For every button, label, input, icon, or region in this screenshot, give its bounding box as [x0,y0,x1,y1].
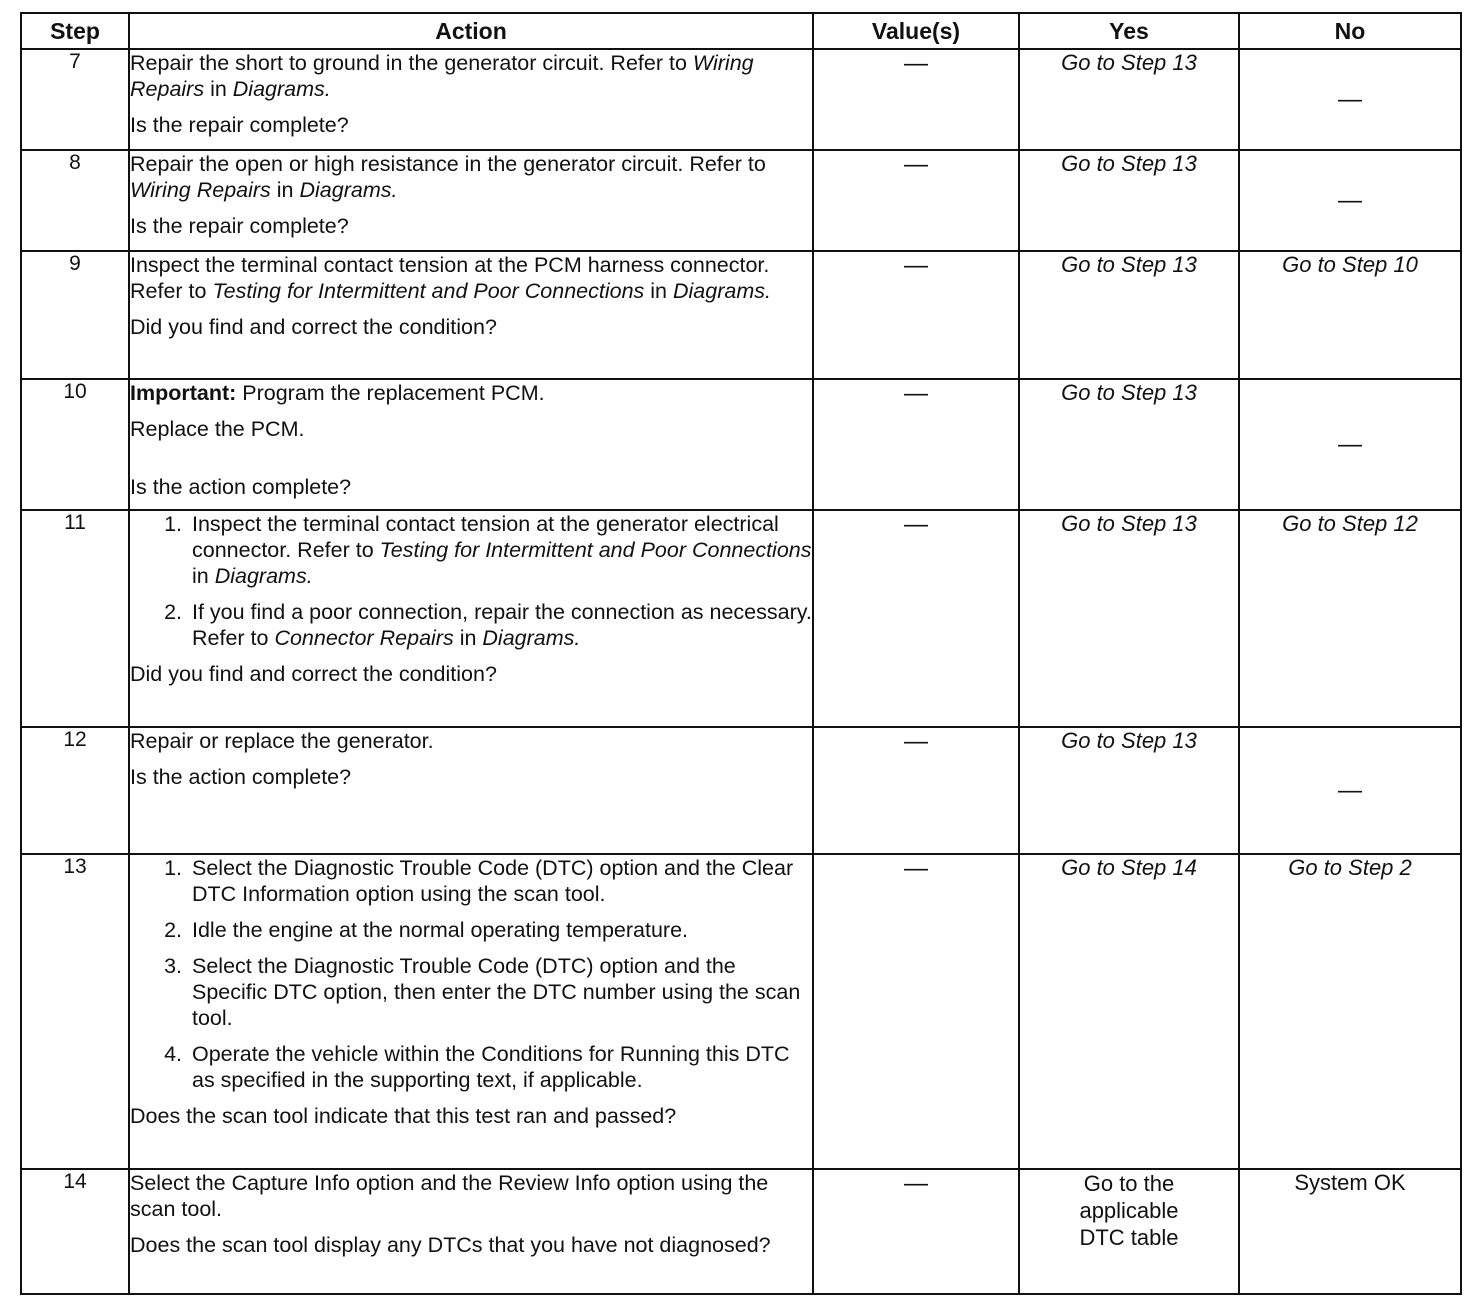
action-question: Is the repair complete? [130,113,349,137]
no-cell: Go to Step 12 [1239,510,1461,727]
header-yes: Yes [1019,13,1239,49]
action-cell [129,510,813,727]
action-text: Repair the short to ground in the generator circuit. Refer to [130,51,693,75]
table-row [21,510,1461,727]
value-cell: — [813,49,1019,150]
yes-cell: Go to Step 13 [1019,251,1239,379]
no-cell: — [1239,49,1461,150]
table-row [21,727,1461,854]
action-question: Is the action complete? [130,765,352,789]
action-question: Is the repair complete? [130,214,349,238]
yes-cell: Go to Step 13 [1019,150,1239,251]
table-row [21,854,1461,1169]
list-item: 4. Operate the vehicle within the Conditions for Running this DTC as specified in the supporting text, if applicable. [188,1041,812,1093]
no-cell: System OK [1239,1169,1461,1294]
ref-diagrams: Diagrams. [299,178,398,202]
action-cell [129,1169,813,1294]
value-cell: — [813,150,1019,251]
yes-cell: Go to Step 13 [1019,49,1239,150]
list-item: 2. If you find a poor connection, repair the connection as necessary. Refer to Connector Repairs in Diagrams. [188,599,812,651]
important-label: Important: [130,381,237,405]
header-step: Step [21,13,129,49]
action-text: Repair or replace the generator. [130,729,434,753]
list-item: 2. Idle the engine at the normal operating temperature. [188,917,812,943]
header-no: No [1239,13,1461,49]
action-question: Does the scan tool display any DTCs that you have not diagnosed? [130,1233,771,1257]
table-row [21,251,1461,379]
value-cell: — [813,727,1019,854]
action-cell [129,727,813,854]
no-cell: — [1239,150,1461,251]
action-text: Select the Capture Info option and the Review Info option using the scan tool. [130,1171,769,1221]
action-question: Did you find and correct the condition? [130,315,497,339]
table-row [21,1169,1461,1294]
table-row [21,379,1461,510]
ref-link-text: Wiring Repairs [130,178,271,202]
value-cell: — [813,510,1019,727]
yes-cell: Go to Step 13 [1019,727,1239,854]
list-item: 1. Select the Diagnostic Trouble Code (DTC) option and the Clear DTC Information option using the scan tool. [188,855,812,907]
no-cell: — [1239,379,1461,510]
table-row [21,49,1461,150]
action-cell [129,49,813,150]
action-cell: Repair the open or high resistance in the generator circuit. Refer to Wiring Repairs in Diagrams. Is the repair complete? [129,150,813,251]
action-cell: Inspect the terminal contact tension at the PCM harness connector. Refer to Testing for Intermittent and Poor Connections in Diagrams. Did you find and correct the condition? [129,251,813,379]
yes-cell: Go to the applicable DTC table [1019,1169,1239,1294]
no-cell: Go to Step 2 [1239,854,1461,1169]
step-number: 8 [21,150,129,251]
yes-cell: Go to Step 13 [1019,379,1239,510]
no-cell: — [1239,727,1461,854]
ref-link-text: Testing for Intermittent and Poor Connections [212,279,645,303]
step-number: 12 [21,727,129,854]
header-row [21,13,1461,49]
diagnostic-table [20,12,1462,1295]
header-action: Action [129,13,813,49]
step-number: 9 [21,251,129,379]
action-question: Did you find and correct the condition? [130,662,497,686]
value-cell: — [813,379,1019,510]
action-list [130,855,812,1093]
list-item: 3. Select the Diagnostic Trouble Code (DTC) option and the Specific DTC option, then enter the DTC number using the scan tool. [188,953,812,1031]
value-cell: — [813,854,1019,1169]
action-question: Is the action complete? [130,475,352,499]
step-number: 7 [21,49,129,150]
list-item: 1. Inspect the terminal contact tension at the generator electrical connector. Refer to Testing for Intermittent and Poor Connections in Diagrams. [188,511,812,589]
step-number: 13 [21,854,129,1169]
value-cell: — [813,251,1019,379]
ref-diagrams: Diagrams. [232,77,331,101]
important-text: Program the replacement PCM. [236,381,545,405]
header-values: Value(s) [813,13,1019,49]
step-number: 10 [21,379,129,510]
action-question: Does the scan tool indicate that this test ran and passed? [130,1104,677,1128]
yes-cell: Go to Step 13 [1019,510,1239,727]
action-cell [129,854,813,1169]
table-row [21,150,1461,251]
action-list [130,511,812,651]
step-number: 14 [21,1169,129,1294]
ref-link-text: Wiring Repairs [130,51,754,101]
yes-cell: Go to Step 14 [1019,854,1239,1169]
step-number: 11 [21,510,129,727]
no-cell: Go to Step 10 [1239,251,1461,379]
value-cell: — [813,1169,1019,1294]
action-text: Replace the PCM. [130,417,305,441]
action-text: in [204,77,233,101]
action-cell [129,379,813,510]
ref-diagrams: Diagrams. [672,279,771,303]
